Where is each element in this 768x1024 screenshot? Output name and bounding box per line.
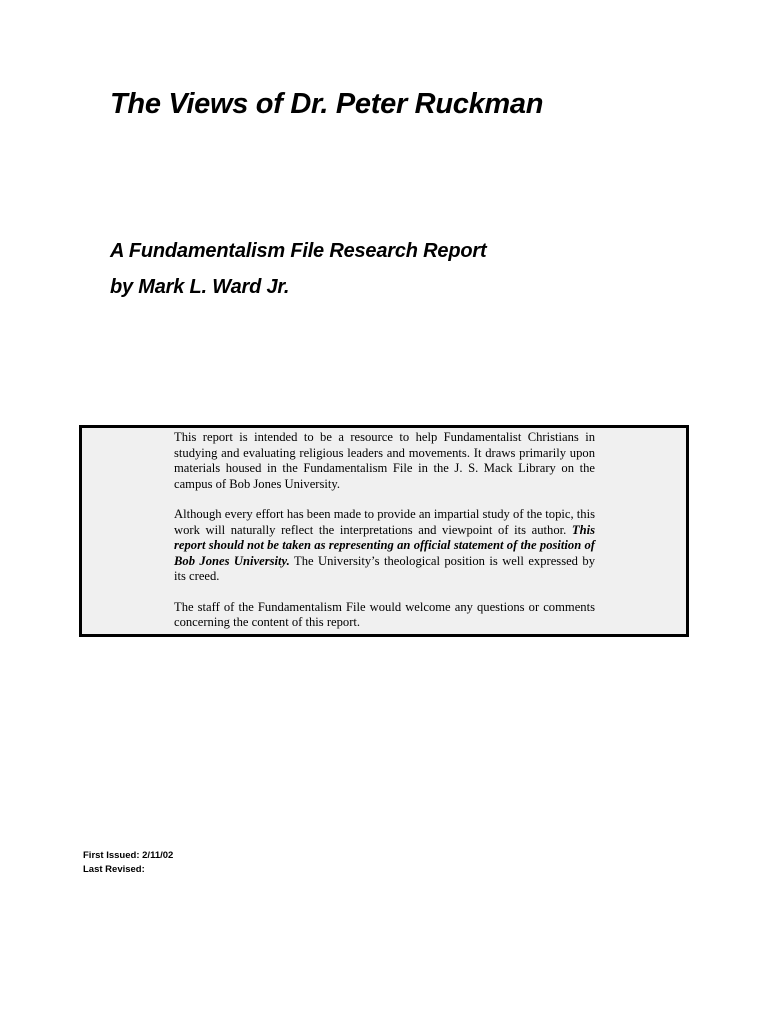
first-issued-label: First Issued: — [83, 850, 140, 861]
disclaimer-box — [79, 425, 689, 637]
revision-info — [83, 849, 173, 877]
disclaimer-emphasis: This report should not be taken as representing an official statement of the position of Bob Jones University. — [174, 522, 595, 568]
disclaimer-text — [174, 430, 595, 631]
first-issued — [83, 849, 173, 863]
last-revised — [83, 863, 173, 877]
disclaimer-paragraph-purpose: This report is intended to be a resource to help Fundamentalist Christians in studying and evaluating religious leaders and movements. It draws primarily upon materials housed in the Fundamentalism File in the J. S. Mack Library on the campus of Bob Jones University. — [174, 430, 595, 491]
last-revised-label: Last Revised: — [83, 864, 145, 875]
disclaimer-paragraph-contact: The staff of the Fundamentalism File would welcome any questions or comments concerning the content of this report. — [174, 599, 595, 629]
author-byline: by Mark L. Ward Jr. — [110, 276, 290, 298]
disclaimer-paragraph-impartiality — [174, 507, 595, 585]
first-issued-value: 2/11/02 — [142, 850, 174, 861]
document-title: The Views of Dr. Peter Ruckman — [110, 88, 544, 120]
disclaimer-text-segment: Although every effort has been made to provide an impartial study of the topic, this work will naturally reflect the interpretations and viewpoint of its author. — [174, 507, 595, 537]
report-subtitle: A Fundamentalism File Research Report — [110, 240, 487, 262]
disclaimer-text-segment: The University’s theological position is well expressed by its creed. — [174, 553, 595, 583]
